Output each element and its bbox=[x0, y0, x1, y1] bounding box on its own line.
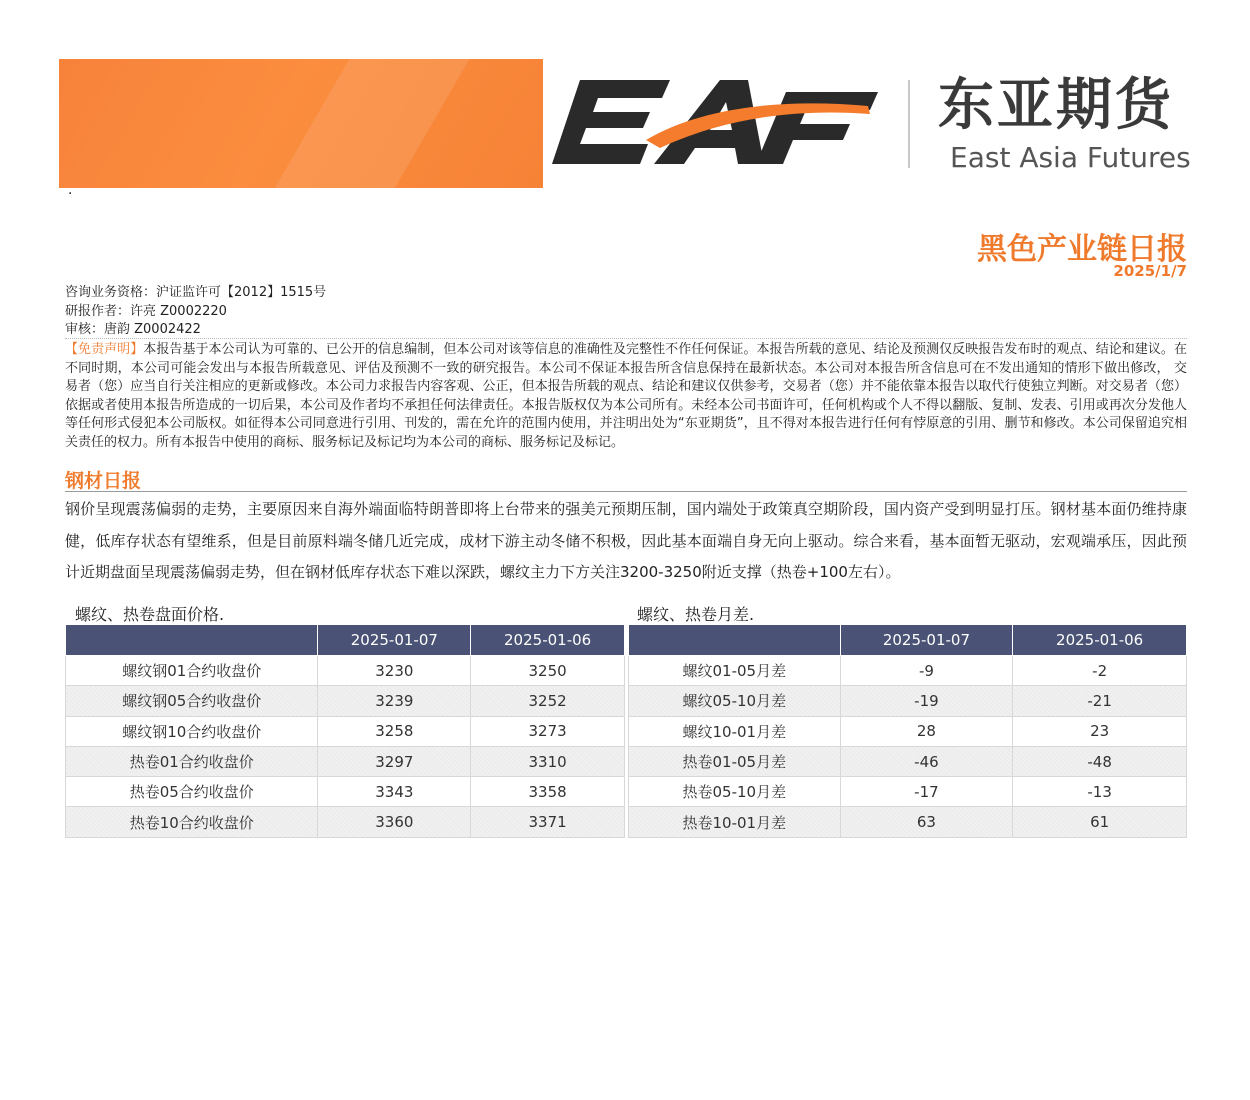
table-cell: 63 bbox=[840, 807, 1013, 837]
table-row bbox=[629, 656, 1187, 686]
row-label: 热卷05合约收盘价 bbox=[66, 777, 318, 807]
table-row bbox=[629, 686, 1187, 716]
row-label: 热卷05-10月差 bbox=[629, 777, 841, 807]
bullet-dot: · bbox=[68, 186, 73, 202]
disclaimer bbox=[65, 338, 1187, 453]
row-label: 螺纹钢05合约收盘价 bbox=[66, 686, 318, 716]
row-label: 螺纹钢01合约收盘价 bbox=[66, 656, 318, 686]
table-cell: 3230 bbox=[318, 656, 471, 686]
table-cell: -48 bbox=[1013, 746, 1187, 776]
table-cell: 3297 bbox=[318, 746, 471, 776]
price-table bbox=[65, 624, 625, 838]
table-cell: 3252 bbox=[471, 686, 625, 716]
table-cell: 3273 bbox=[471, 716, 625, 746]
row-label: 螺纹01-05月差 bbox=[629, 656, 841, 686]
column-header: 2025-01-07 bbox=[840, 625, 1013, 656]
table-cell: 3360 bbox=[318, 807, 471, 837]
row-label: 热卷10合约收盘价 bbox=[66, 807, 318, 837]
spread-table-caption: 螺纹、热卷月差. bbox=[637, 605, 755, 624]
row-label: 螺纹钢10合约收盘价 bbox=[66, 716, 318, 746]
disclaimer-text: 本报告基于本公司认为可靠的、已公开的信息编制，但本公司对该等信息的准确性及完整性不作任何保证。本报告所载的意见、结论及预测仅反映报告发布时的观点、结论和建议。在不同时期，本公司可能会发出与本报告所载意见、评估及预测不一致的研究报告。本公司不保证本报告所含信息保持在最新状态。本公司对本报告所含信息可在不发出通知的情形下做出修改， 交易者（您）应当自行关注相应的更新或修改。本公司力求报告内容客观、公正，但本报告所载的观点、结论和建议仅供参考，交易者（您）并不能依靠本报告以取代行使独立判断。对交易者（您）依据或者使用本报告所造成的一切后果，本公司及作者均不承担任何法律责任。本报告版权仅为本公司所有。未经本公司书面许可，任何机构或个人不得以翻版、复制、发表、引用或再次分发他人等任何形式侵犯本公司版权。如征得本公司同意进行引用、刊发的，需在允许的范围内使用，并注明出处为“东亚期货”，且不得对本报告进行任何有悖原意的引用、删节和修改。本公司保留追究相关责任的权力。所有本报告中使用的商标、服务标记及标记均为本公司的商标、服务标记及标记。 bbox=[65, 342, 1187, 450]
table-header-row bbox=[66, 625, 625, 656]
table-row bbox=[66, 807, 625, 837]
table-cell: 28 bbox=[840, 716, 1013, 746]
table-header-row bbox=[629, 625, 1187, 656]
table-cell: 3310 bbox=[471, 746, 625, 776]
table-cell: 3358 bbox=[471, 777, 625, 807]
section-title: 钢材日报 bbox=[65, 466, 1187, 492]
table-cell: 3258 bbox=[318, 716, 471, 746]
brand-name-en: East Asia Futures bbox=[950, 141, 1191, 174]
row-label: 螺纹05-10月差 bbox=[629, 686, 841, 716]
table-row bbox=[629, 716, 1187, 746]
column-header bbox=[66, 625, 318, 656]
row-label: 螺纹10-01月差 bbox=[629, 716, 841, 746]
row-label: 热卷10-01月差 bbox=[629, 807, 841, 837]
table-cell: -17 bbox=[840, 777, 1013, 807]
table-row bbox=[66, 686, 625, 716]
report-date: 2025/1/7 bbox=[1113, 262, 1187, 280]
logo-divider bbox=[908, 80, 910, 168]
license-text: 咨询业务资格：沪证监许可【2012】1515号 bbox=[65, 285, 327, 300]
table-cell: -46 bbox=[840, 746, 1013, 776]
banner-decoration bbox=[269, 59, 470, 188]
author-text: 研报作者：许亮 Z0002220 bbox=[65, 303, 227, 319]
table-row bbox=[629, 746, 1187, 776]
report-title: 黑色产业链日报 bbox=[977, 232, 1187, 267]
report-meta bbox=[65, 284, 326, 340]
brand-name-cn: 东亚期货 bbox=[938, 73, 1174, 138]
table-cell: -21 bbox=[1013, 686, 1187, 716]
reviewer-text: 审核：唐韵 Z0002422 bbox=[65, 322, 201, 337]
column-header bbox=[629, 625, 841, 656]
table-row bbox=[629, 807, 1187, 837]
table-row bbox=[66, 777, 625, 807]
header-banner bbox=[59, 59, 543, 188]
section-paragraph: 钢价呈现震荡偏弱的走势，主要原因来自海外端面临特朗普即将上台带来的强美元预期压制，国内端处于政策真空期阶段，国内资产受到明显打压。钢材基本面仍维持康健，低库存状态有望维系，但是目前原料端冬储几近完成，成材下游主动冬储不积极，因此基本面端自身无向上驱动。综合来看，基本面暂无驱动，宏观端承压，因此预计近期盘面呈现震荡偏弱走势，但在钢材低库存状态下难以深跌，螺纹主力下方关注3200-3250附近支撑（热卷+100左右）。 bbox=[65, 500, 1187, 581]
column-header: 2025-01-06 bbox=[1013, 625, 1187, 656]
disclaimer-tag: 【免责声明】 bbox=[65, 342, 144, 357]
row-label: 热卷01-05月差 bbox=[629, 746, 841, 776]
table-cell: 3239 bbox=[318, 686, 471, 716]
table-row bbox=[629, 777, 1187, 807]
table-cell: -2 bbox=[1013, 656, 1187, 686]
table-cell: 3250 bbox=[471, 656, 625, 686]
company-logo bbox=[550, 70, 1200, 180]
eaf-logo-icon bbox=[550, 78, 880, 168]
table-cell: 3371 bbox=[471, 807, 625, 837]
price-table-caption: 螺纹、热卷盘面价格. bbox=[75, 605, 225, 624]
table-cell: -9 bbox=[840, 656, 1013, 686]
row-label: 热卷01合约收盘价 bbox=[66, 746, 318, 776]
table-cell: 23 bbox=[1013, 716, 1187, 746]
table-cell: -19 bbox=[840, 686, 1013, 716]
table-row bbox=[66, 656, 625, 686]
column-header: 2025-01-06 bbox=[471, 625, 625, 656]
column-header: 2025-01-07 bbox=[318, 625, 471, 656]
table-cell: 3343 bbox=[318, 777, 471, 807]
table-cell: 61 bbox=[1013, 807, 1187, 837]
spread-table bbox=[628, 624, 1187, 838]
table-row bbox=[66, 746, 625, 776]
table-row bbox=[66, 716, 625, 746]
table-cell: -13 bbox=[1013, 777, 1187, 807]
